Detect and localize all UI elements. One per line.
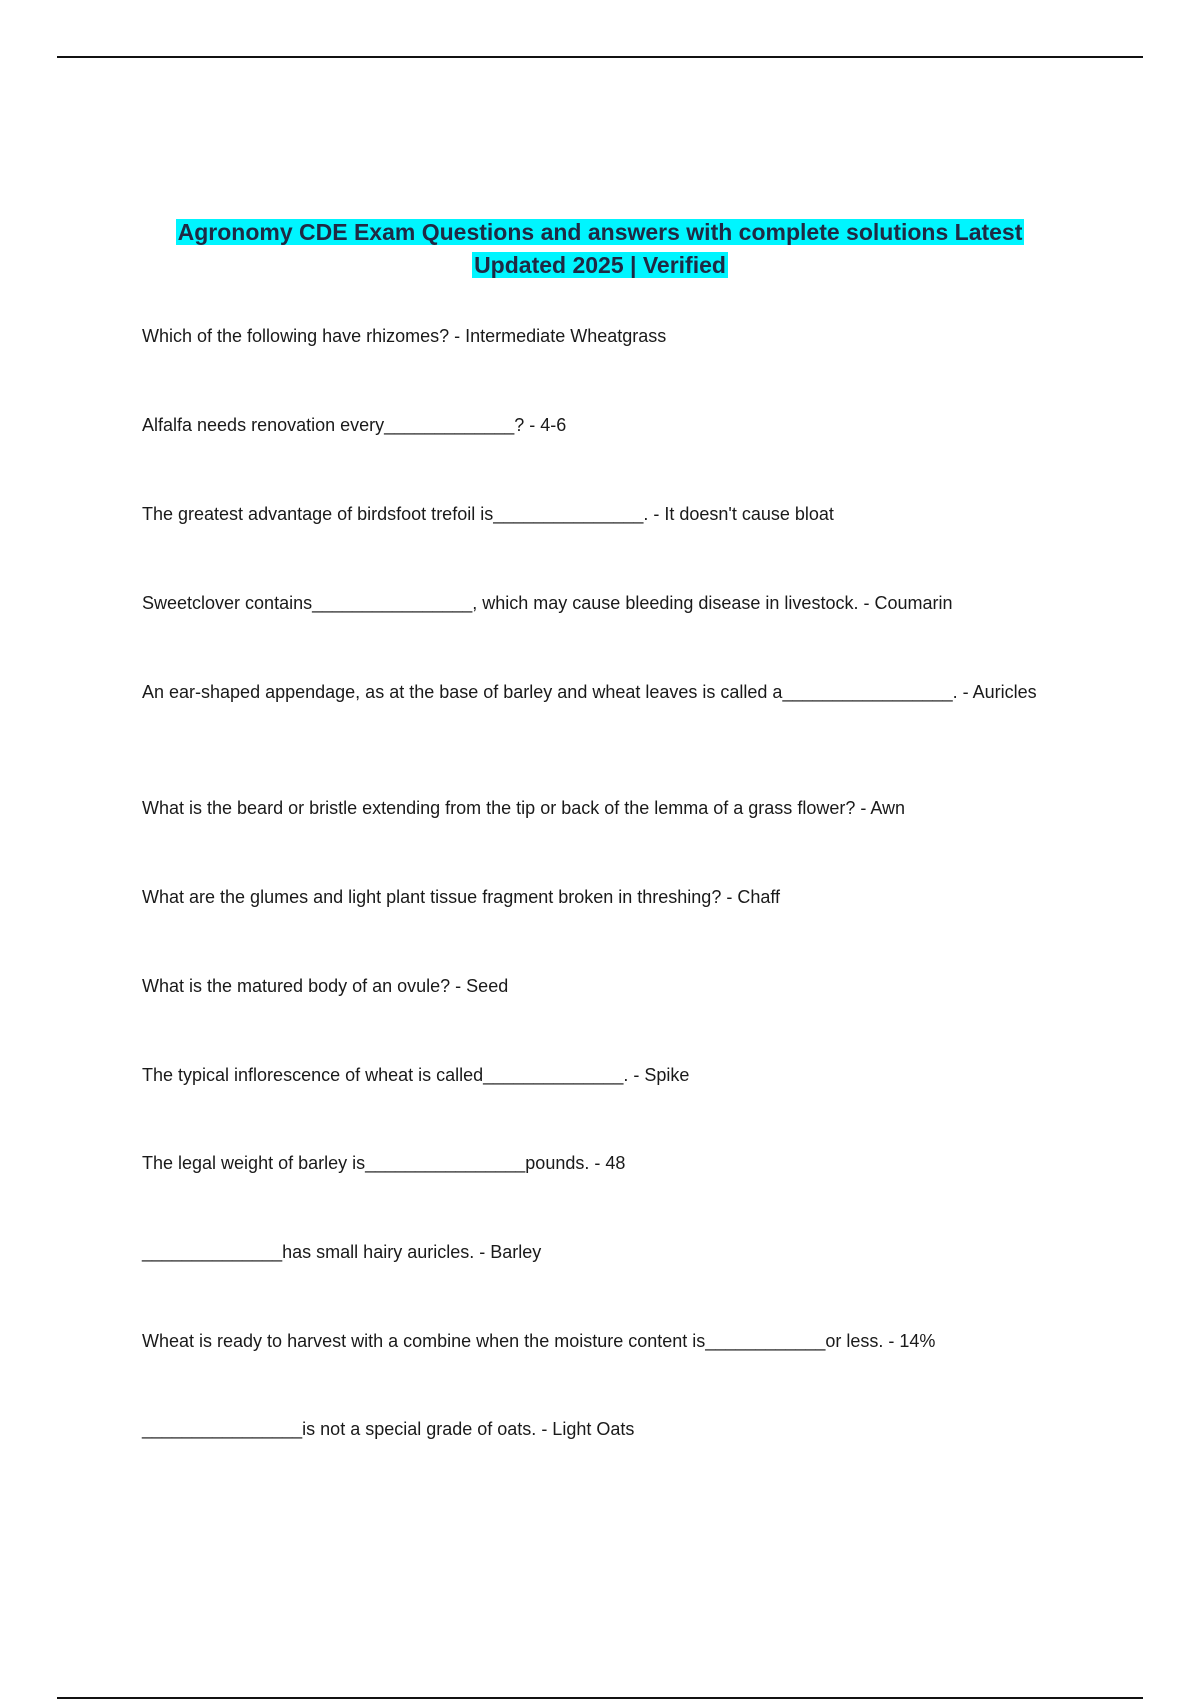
title-line-2: Updated 2025 | Verified (474, 252, 726, 278)
question-answer-item: What are the glumes and light plant tissue fragment broken in threshing? - Chaff (142, 887, 781, 907)
question-answer-item: The greatest advantage of birdsfoot trefoil is_______________. - It doesn't cause bloat (142, 504, 834, 524)
question-answer-item: What is the matured body of an ovule? - Seed (142, 976, 509, 996)
question-answer-item: What is the beard or bristle extending from the tip or back of the lemma of a grass flower? - Awn (142, 798, 906, 818)
question-answer-item: The typical inflorescence of wheat is called______________. - Spike (142, 1065, 690, 1085)
question-answer-item: Which of the following have rhizomes? - Intermediate Wheatgrass (142, 326, 667, 346)
question-answer-item: ________________is not a special grade of oats. - Light Oats (142, 1419, 635, 1439)
title-line-1: Agronomy CDE Exam Questions and answers with complete solutions Latest (177, 219, 1023, 245)
question-answer-item: The legal weight of barley is________________pounds. - 48 (142, 1153, 626, 1173)
top-rule (57, 56, 1143, 58)
question-answer-item: Alfalfa needs renovation every_____________? - 4-6 (142, 415, 567, 435)
question-answer-item: Wheat is ready to harvest with a combine when the moisture content is____________or less. - 14% (142, 1331, 936, 1351)
question-answer-item: ______________has small hairy auricles. - Barley (142, 1242, 542, 1262)
bottom-rule (57, 1697, 1143, 1699)
question-answer-item: An ear-shaped appendage, as at the base of barley and wheat leaves is called a_________________. - Auricles (142, 682, 1037, 702)
document-title (100, 216, 1100, 282)
question-answer-item: Sweetclover contains________________, which may cause bleeding disease in livestock. - Coumarin (142, 593, 953, 613)
